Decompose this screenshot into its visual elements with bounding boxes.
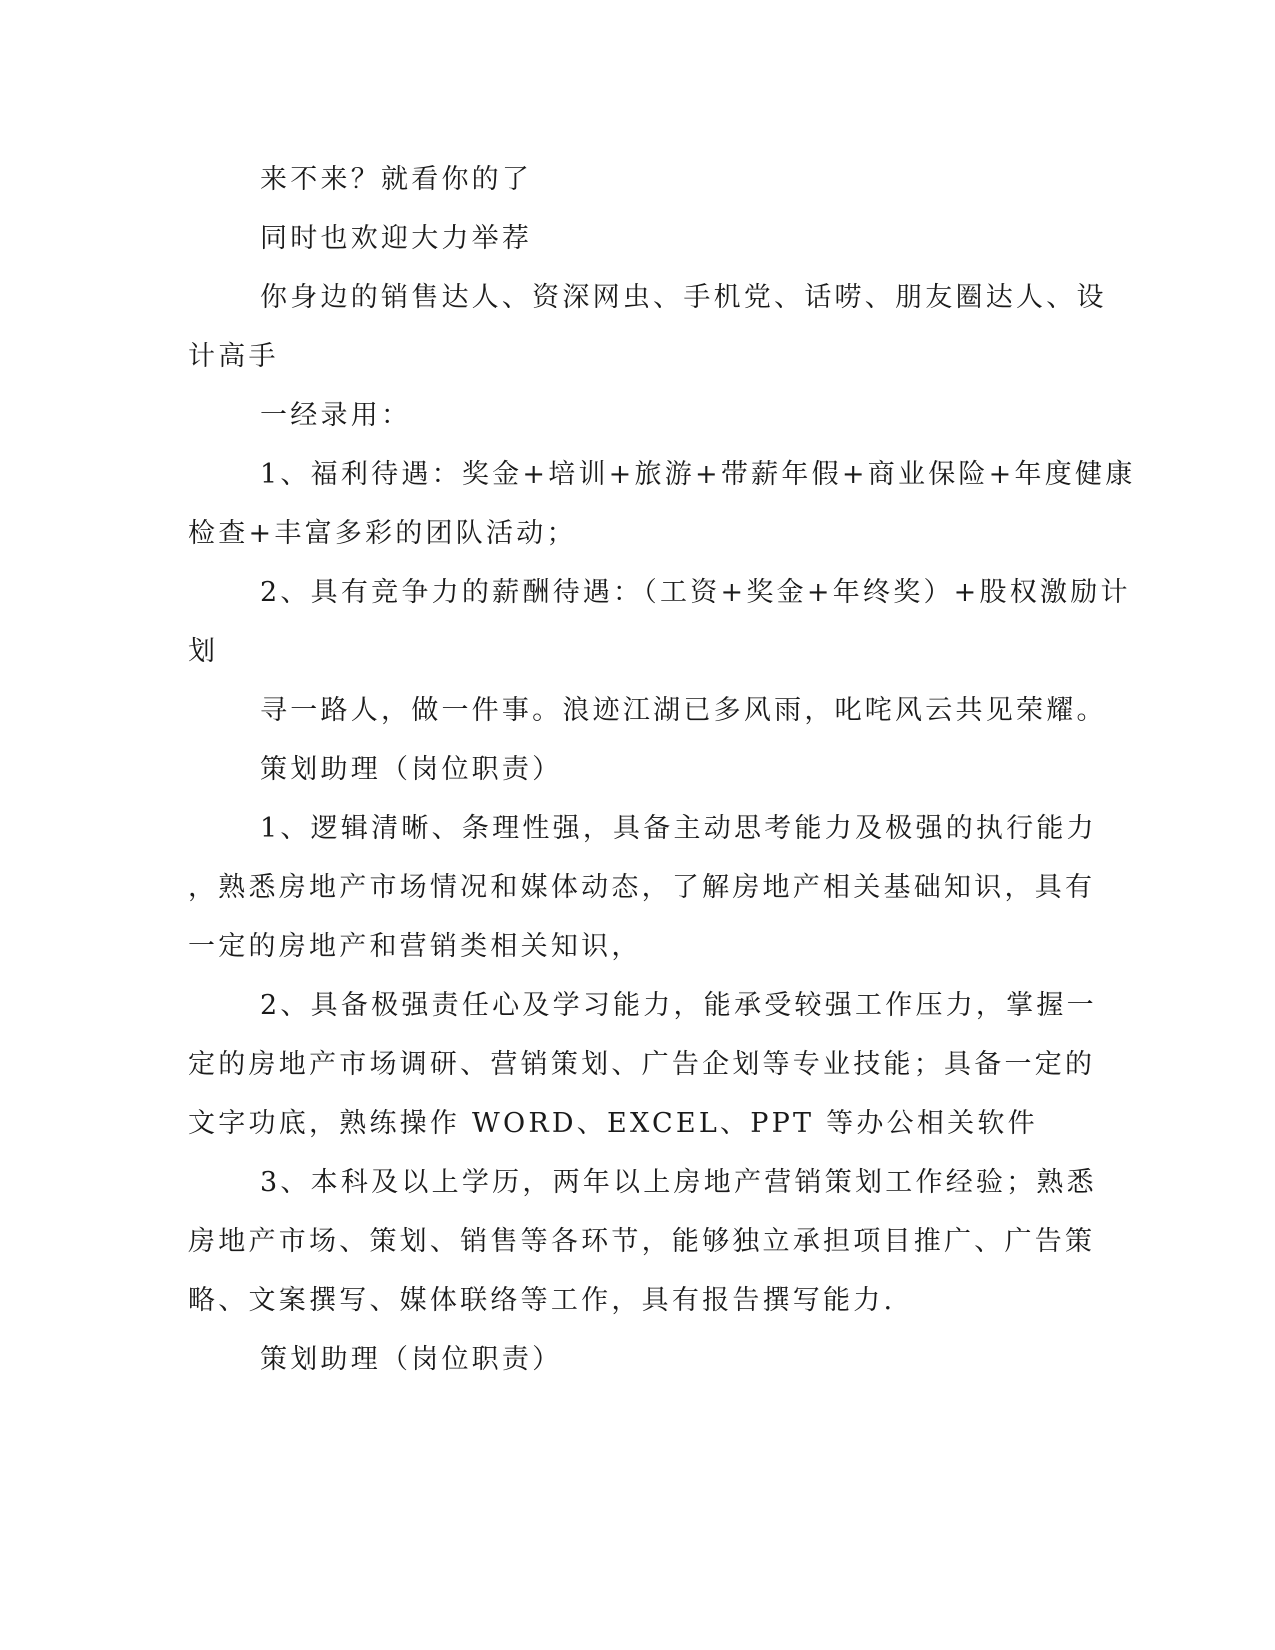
- text-line: ，熟悉房地产市场情况和媒体动态，了解房地产相关基础知识，具有: [188, 872, 1096, 903]
- text-line: 房地产市场、策划、销售等各环节，能够独立承担项目推广、广告策: [188, 1226, 1096, 1257]
- text-line: 1、福利待遇：奖金+培训+旅游+带薪年假+商业保险+年度健康: [260, 459, 1136, 490]
- text-line: 你身边的销售达人、资深网虫、手机党、话唠、朋友圈达人、设: [260, 282, 1107, 313]
- text-line: 寻一路人，做一件事。浪迹江湖已多风雨，叱咤风云共见荣耀。: [260, 695, 1107, 726]
- section-heading: 策划助理（岗位职责）: [260, 1344, 563, 1375]
- text-line: 同时也欢迎大力举荐: [260, 223, 533, 254]
- text-line: 划: [188, 636, 219, 667]
- text-line: 检查+丰富多彩的团队活动；: [188, 518, 577, 549]
- section-heading: 策划助理（岗位职责）: [260, 754, 563, 785]
- text-line: 计高手: [188, 341, 279, 372]
- text-line: 定的房地产市场调研、营销策划、广告企划等专业技能；具备一定的: [188, 1049, 1096, 1080]
- text-line: 略、文案撰写、媒体联络等工作，具有报告撰写能力.: [188, 1285, 896, 1316]
- text-line: 文字功底，熟练操作 WORD、EXCEL、PPT 等办公相关软件: [188, 1108, 1038, 1139]
- text-line: 1、逻辑清晰、条理性强，具备主动思考能力及极强的执行能力: [260, 813, 1097, 844]
- text-line: 一经录用：: [260, 400, 412, 431]
- text-line: 来不来？就看你的了: [260, 164, 533, 195]
- text-line: 一定的房地产和营销类相关知识，: [188, 931, 642, 962]
- text-line: 2、具备极强责任心及学习能力，能承受较强工作压力，掌握一: [260, 990, 1097, 1021]
- text-line: 2、具有竞争力的薪酬待遇：（工资+奖金+年终奖）+股权激励计: [260, 577, 1131, 608]
- text-line: 3、本科及以上学历，两年以上房地产营销策划工作经验；熟悉: [260, 1167, 1097, 1198]
